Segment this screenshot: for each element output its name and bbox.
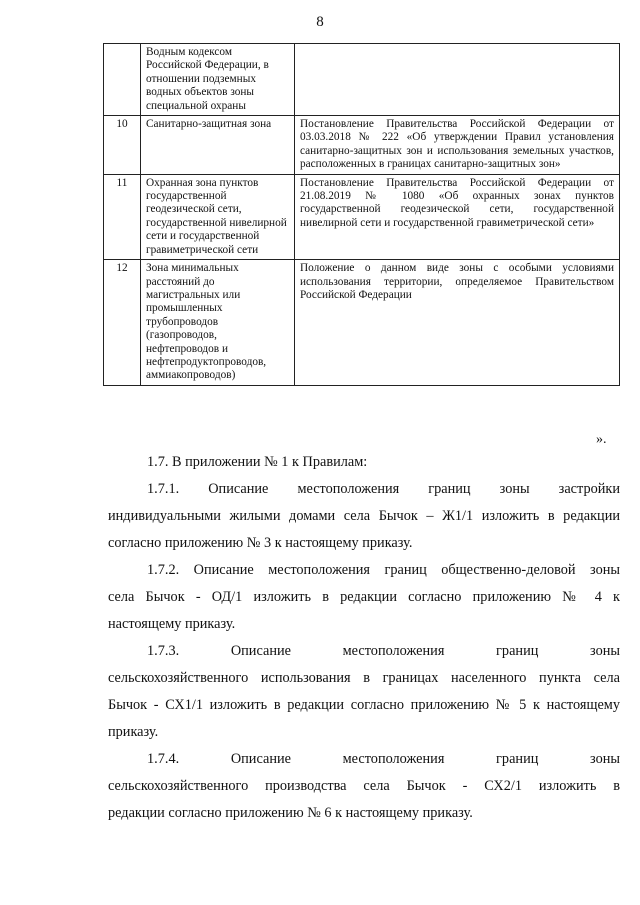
paragraph-1-7 <box>108 449 620 476</box>
table-row <box>104 116 620 175</box>
paragraph-1-7-4 <box>108 746 620 827</box>
page-number: 8 <box>316 14 324 30</box>
legal-basis: Положение о данном виде зоны с особыми условиями использования территории, определяемое Правительством Российской Федерации <box>295 260 620 386</box>
row-number <box>104 44 141 116</box>
table-row <box>104 44 620 116</box>
row-number: 11 <box>104 174 141 259</box>
paragraph-text: 1.7. В приложении № 1 к Правилам: <box>147 454 368 470</box>
paragraph-line: 1.7.3. Описание местоположения границ зоны <box>147 643 620 659</box>
paragraph-line: 1.7.1. Описание местоположения границ зоны застройки <box>147 481 620 497</box>
paragraph-line <box>108 449 620 476</box>
paragraph-line: 1.7.2. Описание местоположения границ общественно-деловой зоны <box>147 562 620 578</box>
paragraph-line: Бычок - СХ1/1 изложить в редакции согласно приложению № 5 к настоящему <box>108 697 620 713</box>
paragraph-line: настоящему приказу. <box>108 616 236 632</box>
row-number: 12 <box>104 260 141 386</box>
paragraph-line: согласно приложению № 3 к настоящему приказу. <box>108 535 413 551</box>
zone-name: Охранная зона пунктов государственной геодезической сети, государственной нивелирной сети и государственной гравиметрической сети <box>141 174 295 259</box>
paragraph-line: села Бычок - ОД/1 изложить в редакции согласно приложению № 4 к <box>108 589 620 605</box>
zone-name: Зона минимальных расстояний до магистральных или промышленных трубопроводов (газопроводов, нефтепроводов и нефтепродуктопроводов, аммиакопроводов) <box>141 260 295 386</box>
legal-basis: Постановление Правительства Российской Федерации от 21.08.2019 № 1080 «Об охранных зонах пунктов государственной геодезической сети, государственной нивелирной сети и государственной гравиметрической сети» <box>295 174 620 259</box>
zones-table <box>103 43 620 386</box>
paragraph-1-7-3 <box>108 638 620 746</box>
table-row <box>104 260 620 386</box>
paragraph-line: индивидуальными жилыми домами села Бычок – Ж1/1 изложить в редакции <box>108 508 620 524</box>
paragraph-line: сельскохозяйственного использования в границах населенного пункта села <box>108 670 620 686</box>
legal-basis <box>295 44 620 116</box>
paragraph-line: приказу. <box>108 724 159 740</box>
legal-basis: Постановление Правительства Российской Федерации от 03.03.2018 № 222 «Об утверждении Правил установления санитарно-защитных зон и использования земельных участков, расположенных в границах санитарно-защитных зон» <box>295 116 620 175</box>
paragraph-1-7-2 <box>108 557 620 638</box>
paragraph-line: 1.7.4. Описание местоположения границ зоны <box>147 751 620 767</box>
row-number: 10 <box>104 116 141 175</box>
zone-name: Водным кодексом Российской Федерации, в отношении подземных водных объектов зоны специальной охраны <box>141 44 295 116</box>
paragraph-line: сельскохозяйственного производства села Бычок - СХ2/1 изложить в <box>108 778 620 794</box>
zone-name: Санитарно-защитная зона <box>141 116 295 175</box>
paragraph-1-7-1 <box>108 476 620 557</box>
table-row <box>104 174 620 259</box>
closing-quote: ». <box>596 432 607 447</box>
paragraph-line: редакции согласно приложению № 6 к настоящему приказу. <box>108 805 473 821</box>
